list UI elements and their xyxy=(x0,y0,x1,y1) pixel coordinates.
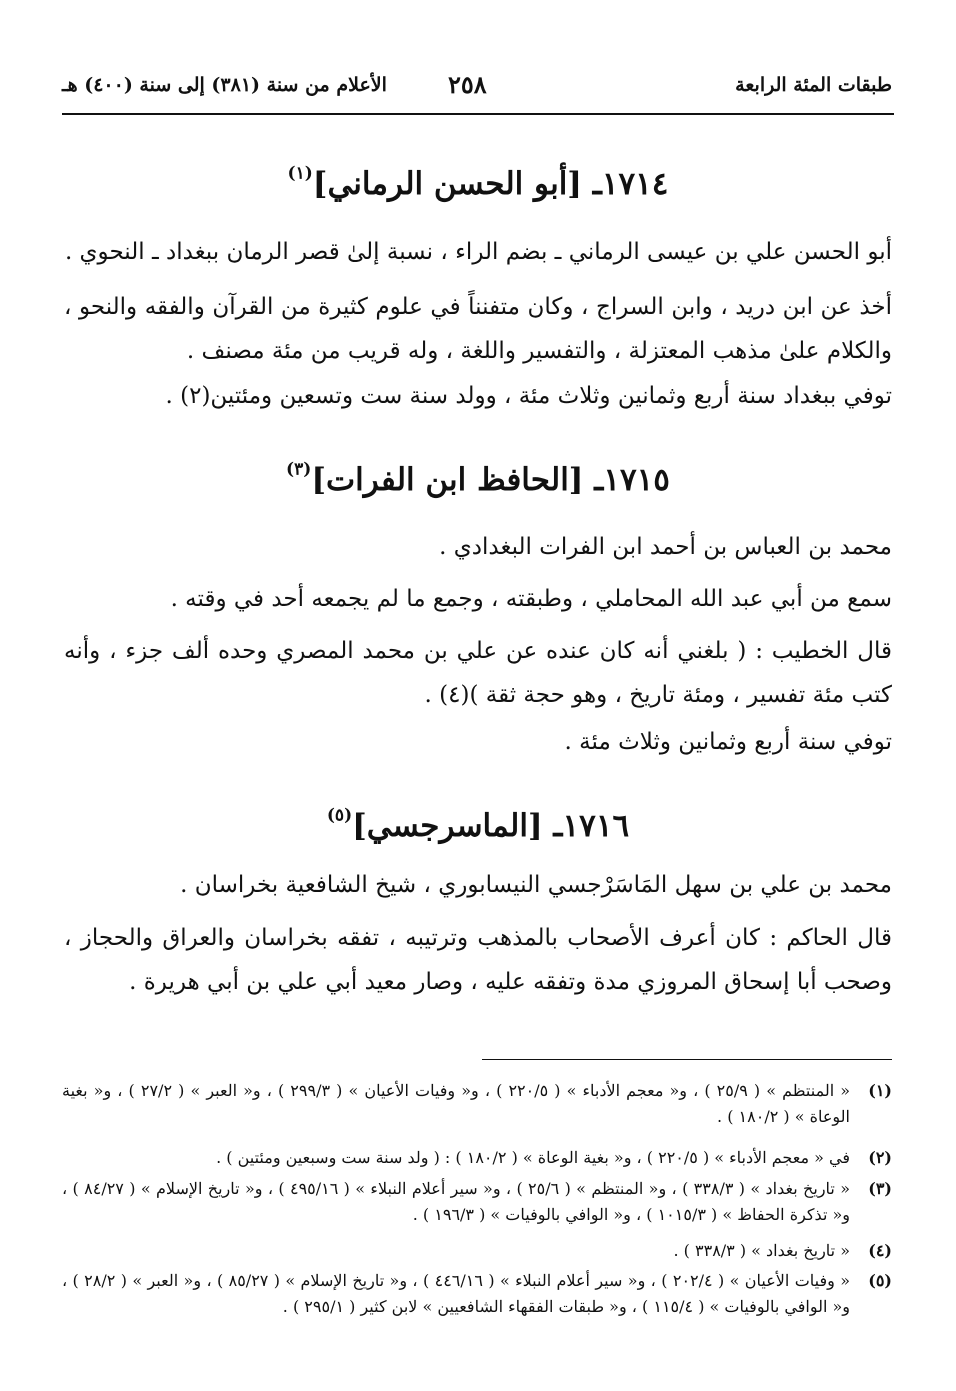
footnote-ref: (٣) xyxy=(286,459,312,480)
entry-paragraph: محمد بن علي بن سهل المَاسَرْجسي النيسابوري ، شيخ الشافعية بخراسان . xyxy=(180,872,892,898)
entry-paragraph: أخذ عن ابن دريد ، وابن السراج ، وكان متفنناً في علوم كثيرة من القرآن والفقه والنحو ، والكلام علىٰ مذهب المعتزلة ، والتفسير واللغة ، وله قريب من مئة مصنف . xyxy=(64,294,892,364)
entry-title-text: ١٧١٤ـ [أبو الحسن الرماني] xyxy=(312,166,669,202)
footnote-divider xyxy=(482,1059,892,1060)
running-header-range: الأعلام من سنة (٣٨١) إلى سنة (٤٠٠) هـ xyxy=(62,74,387,96)
header-divider xyxy=(62,113,894,115)
footnote-number: (٥) xyxy=(868,1271,892,1290)
entry-title-text: ١٧١٦ـ [الماسرجسي] xyxy=(352,808,630,844)
footnote xyxy=(62,1268,892,1320)
footnote xyxy=(62,1238,892,1264)
entry-paragraph: محمد بن العباس بن أحمد ابن الفرات البغدادي . xyxy=(439,534,892,560)
entry-title xyxy=(0,163,956,202)
footnote-number: (١) xyxy=(868,1081,892,1100)
entry-paragraph: قال الخطيب : ( بلغني أنه كان عنده عن علي بن محمد المصري وحده ألف جزء ، وأنه كتب مئة تفسير ، ومئة تاريخ ، وهو حجة ثقة )(٤) . xyxy=(64,638,892,708)
entry-title xyxy=(0,805,956,844)
footnote-number: (٤) xyxy=(868,1241,892,1260)
entry-paragraph: أبو الحسن علي بن عيسى الرماني ـ بضم الراء ، نسبة إلىٰ قصر الرمان ببغداد ـ النحوي . xyxy=(64,239,892,265)
entry-paragraph: توفي ببغداد سنة أربع وثمانين وثلاث مئة ، وولد سنة ست وتسعين ومئتين(٢) . xyxy=(165,383,892,409)
page-number: ٢٥٨ xyxy=(448,70,487,99)
footnote-text: « وفيات الأعيان » ( ٢٠٢/٤ ) ، و« سير أعلام النبلاء » ( ٤٤٦/١٦ ) ، و« تاريخ الإسلام » ( ٨٥/٢٧ ) ، و« العبر » ( ٢٨/٢ ) ، و« الوافي بالوفيات » ( ١١٥/٤ ) ، و« طبقات الفقهاء الشافعيين » لابن كثير ( ٢٩٥/١ ) . xyxy=(62,1271,851,1316)
footnote xyxy=(62,1145,892,1171)
footnote-text: « تاريخ بغداد » ( ٣٣٨/٣ ) ، و« المنتظم » ( ٢٥/٦ ) ، و« سير أعلام النبلاء » ( ٤٩٥/١٦ ) ، و« تاريخ الإسلام » ( ٨٤/٢٧ ) ، و« تذكرة الحفاظ » ( ١٠١٥/٣ ) ، و« الوافي بالوفيات » ( ١٩٦/٣ ) . xyxy=(62,1179,851,1224)
footnote-text: « تاريخ بغداد » ( ٣٣٨/٣ ) . xyxy=(673,1241,850,1260)
footnote-ref: (٥) xyxy=(326,805,353,826)
footnote-ref: (١) xyxy=(287,163,313,184)
entry-paragraph: قال الحاكم : كان أعرف الأصحاب بالمذهب وترتيبه ، تفقه بخراسان والعراق والحجاز ، وصحب أبا إسحاق المروزي مدة وتفقه عليه ، وصار معيد أبي علي بن أبي هريرة . xyxy=(64,925,892,995)
footnote-number: (٢) xyxy=(868,1148,892,1167)
entry-paragraph: توفي سنة أربع وثمانين وثلاث مئة . xyxy=(564,729,892,755)
footnote-number: (٣) xyxy=(868,1179,892,1198)
running-header-book-title: طبقات المئة الرابعة xyxy=(735,74,892,96)
footnote-text: في « معجم الأدباء » ( ٢٢٠/٥ ) ، و« بغية الوعاة » ( ١٨٠/٢ ) : ( ولد سنة ست وسبعين ومئتين ) . xyxy=(216,1148,850,1167)
footnote xyxy=(62,1176,892,1228)
footnote-text: « المنتظم » ( ٢٥/٩ ) ، و« معجم الأدباء » ( ٢٢٠/٥ ) ، و« وفيات الأعيان » ( ٢٩٩/٣ ) ، و« العبر » ( ٢٧/٢ ) ، و« بغية الوعاة » ( ١٨٠/٢ ) . xyxy=(62,1081,851,1126)
entry-paragraph: سمع من أبي عبد الله المحاملي ، وطبقته ، وجمع ما لم يجمعه أحد في وقته . xyxy=(170,586,892,612)
entry-title xyxy=(0,459,956,498)
entry-title-text: ١٧١٥ـ [الحافظ ابن الفرات] xyxy=(311,462,670,498)
footnote xyxy=(62,1078,892,1130)
